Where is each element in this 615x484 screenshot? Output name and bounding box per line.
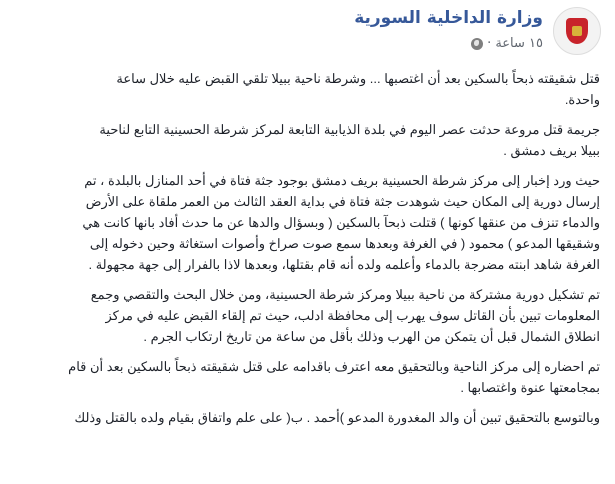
text-line: الغرفة شاهد ابنته مضرجة بالدماء وأعلمه ولده أنه قام بقتلها، وبعدها لاذا بالفرار إلى جهة مجهولة . <box>88 257 600 272</box>
post-time[interactable]: ١٥ ساعة <box>495 36 543 51</box>
text-line: إرسال دورية إلى المكان حيث شوهدت جثة فتاة في بداية العقد الثالث من العمر ملقاة على الأرض <box>85 194 600 209</box>
post-paragraph <box>12 407 600 428</box>
text-line: ببيلا بريف دمشق . <box>503 143 600 158</box>
post-paragraph <box>12 68 600 110</box>
text-line: انطلاق الشمال قبل أن يتمكن من الهرب وذلك بأقل من ساعة من تاريخ ارتكاب الجرم . <box>143 329 600 344</box>
text-line: تم تشكيل دورية مشتركة من ناحية ببيلا ومركز شرطة الحسينية، ومن خلال البحث والتقصي وجمع <box>90 287 600 302</box>
page-avatar[interactable] <box>553 7 601 55</box>
post-meta <box>471 36 543 51</box>
post-paragraph <box>12 356 600 398</box>
globe-icon[interactable] <box>471 38 483 50</box>
post-header <box>0 0 615 64</box>
post-text <box>12 68 600 428</box>
post-paragraph <box>12 170 600 275</box>
emblem-icon <box>566 18 588 44</box>
text-line: بمجامعتها عنوة واغتصابها . <box>460 380 600 395</box>
text-line: حيث ورد إخبار إلى مركز شرطة الحسينية بريف دمشق بوجود جثة فتاة في أحد المنازل بالبلدة ، تم <box>84 173 600 188</box>
text-line: وشقيقها المدعو ) محمود ( في الغرفة وبعدها سمع صوت صراخ وأصوات استغاثة وحين دخوله إلى <box>89 236 600 251</box>
text-line: المعلومات تبين بأن القاتل سوف يهرب إلى محافظة ادلب، حيث تم إلقاء القبض عليه في مركز <box>105 308 600 323</box>
post-paragraph <box>12 119 600 161</box>
text-line: قتل شقيقته ذبحاً بالسكين بعد أن اغتصبها ... وشرطة ناحية ببيلا تلقي القبض عليه خلال ساعة <box>116 71 600 86</box>
text-line: واحدة. <box>564 92 600 107</box>
text-line: والدماء تنزف من عنقها كونها ) قتلت ذبحآ بالسكين ( وبسؤال والدها عن ما حدث أفاد بانها كانت هي <box>82 215 600 230</box>
meta-separator: · <box>487 36 492 51</box>
text-line: وبالتوسع بالتحقيق تبين أن والد المغدورة المدعو )أحمد . ب( على علم واتفاق بقيام ولده بالقتل وذلك <box>74 410 600 425</box>
page-name-link[interactable]: وزارة الداخلية السورية <box>354 8 543 28</box>
text-line: تم احضاره إلى مركز الناحية وبالتحقيق معه اعترف باقدامه على قتل شقيقته ذبحاً بالسكين بعد أن قام <box>68 359 600 374</box>
text-line: جريمة قتل مروعة حدثت عصر اليوم في بلدة الذيابية التابعة لمركز شرطة الحسينية التابع لناحية <box>99 122 600 137</box>
post-paragraph <box>12 284 600 347</box>
